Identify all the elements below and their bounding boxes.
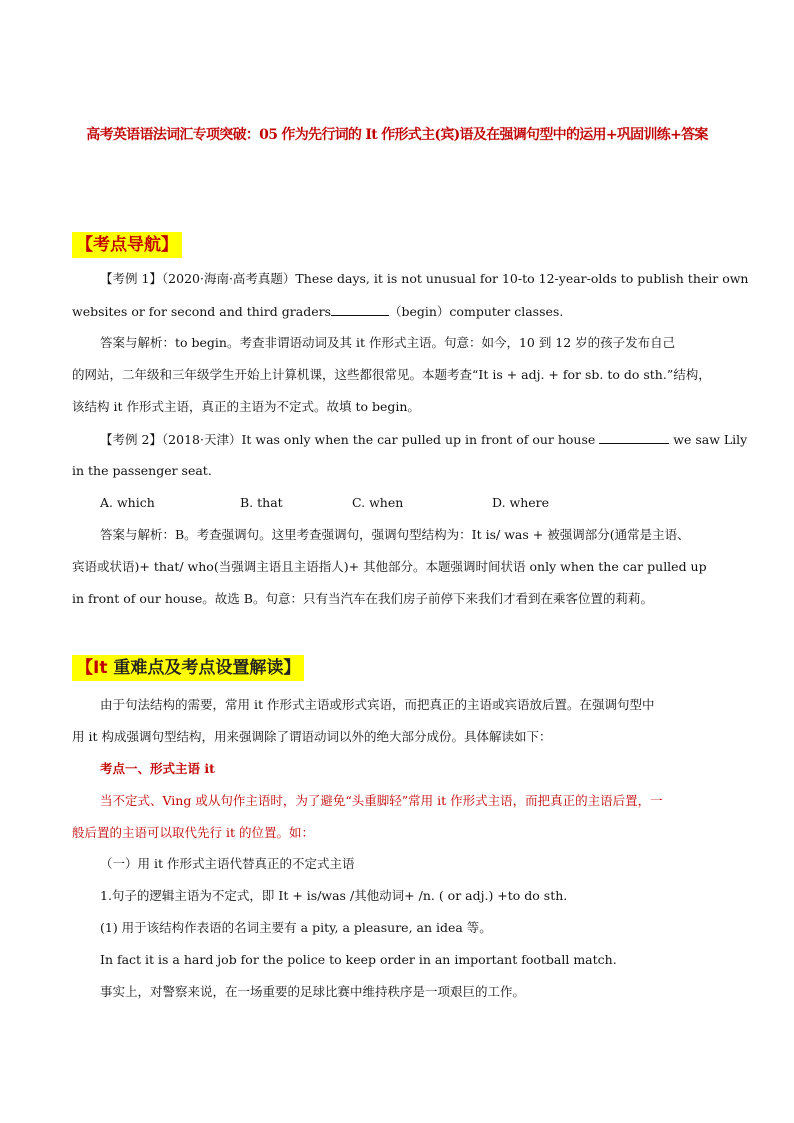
example-1-answer-line-1: 答案与解析：to begin。考查非谓语动词及其 it 作形式主语。句意：如今，10 到 12 岁的孩子发布自己 <box>100 335 676 350</box>
section-heading-key-points: 【It 重难点及考点设置解读】 <box>72 655 304 681</box>
example-sentence-english: In fact it is a hard job for the police to keep order in an important football match. <box>100 952 617 967</box>
point-1-line-2: 般后置的主语可以取代先行 it 的位置。如： <box>72 825 314 840</box>
example-sentence-chinese: 事实上，对警察来说，在一场重要的足球比赛中维持秩序是一项艰巨的工作。 <box>100 984 526 999</box>
example-2-line-2: in the passenger seat. <box>72 463 212 478</box>
option-c: C. when <box>352 495 404 510</box>
example-1-answer-line-3: 该结构 it 作形式主语，真正的主语为不定式。故填 to begin。 <box>72 399 420 414</box>
option-b: B. that <box>240 495 283 510</box>
point-1-line-1: 当不定式、Ving 或从句作主语时，为了避免“头重脚轻”常用 it 作形式主语，而把真正的主语后置，一 <box>100 793 663 808</box>
subheading-infinitive-subject: （一）用 it 作形式主语代替真正的不定式主语 <box>100 856 355 871</box>
intro-line-1: 由于句法结构的需要，常用 it 作形式主语或形式宾语，而把真正的主语或宾语放后置。在强调句型中 <box>100 697 655 712</box>
example-1-line-1: 【考例 1】（2020·海南·高考真题）These days, it is not unusual for 10-to 12-year-olds to publish their own <box>100 271 749 286</box>
section-heading-exam-navigation: 【考点导航】 <box>72 232 182 258</box>
option-a: A. which <box>100 495 155 510</box>
rule-1: 1.句子的逻辑主语为不定式，即 It + is/was /其他动词+ /n. ( or adj.) +to do sth. <box>100 888 568 903</box>
example-2-answer-line-2: 宾语或状语)+ that/ who(当强调主语且主语指人)+ 其他部分。本题强调时间状语 only when the car pulled up <box>72 559 707 574</box>
option-d: D. where <box>492 495 550 510</box>
rule-1-1: (1) 用于该结构作表语的名词主要有 a pity, a pleasure, an idea 等。 <box>100 920 492 935</box>
point-1-heading: 考点一、形式主语 it <box>100 761 215 776</box>
example-2-answer-line-1: 答案与解析：B。考查强调句。这里考查强调句，强调句型结构为：It is/ was + 被强调部分(通常是主语、 <box>100 527 690 542</box>
answer-blank <box>331 303 389 316</box>
example-2-line-1: 【考例 2】（2018·天津）It was only when the car pulled up in front of our house we saw Lily <box>100 432 748 447</box>
example-1-answer-line-2: 的网站，二年级和三年级学生开始上计算机课，这些都很常见。本题考查“It is + adj. + for sb. to do sth.”结构， <box>72 367 711 382</box>
example-1-line-2: websites or for second and third graders （begin）computer classes. <box>72 304 564 319</box>
example-2-answer-line-3: in front of our house。故选 B。句意：只有当汽车在我们房子前停下来我们才看到在乘客位置的莉莉。 <box>72 591 653 606</box>
intro-line-2: 用 it 构成强调句型结构，用来强调除了谓语动词以外的绝大部分成份。具体解读如下： <box>72 729 552 744</box>
answer-blank <box>599 431 669 444</box>
document-title: 高考英语语法词汇专项突破：05 作为先行词的 It 作形式主(宾)语及在强调句型中的运用+巩固训练+答案 <box>86 127 708 143</box>
